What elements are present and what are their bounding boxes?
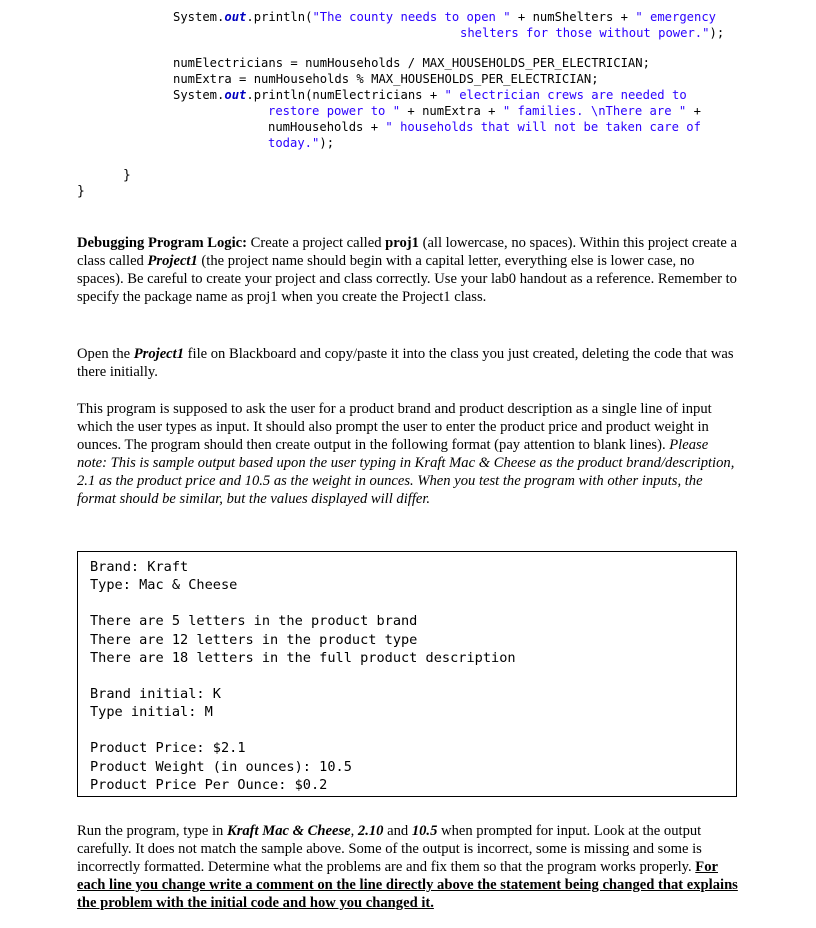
class-name: Project1 <box>147 253 198 269</box>
code-keyword: out <box>224 10 247 24</box>
output-letters-type: There are 12 letters in the product type <box>90 631 418 648</box>
class-name: Project1 <box>133 346 185 362</box>
code-text: System. <box>173 10 225 24</box>
paragraph-text: and <box>383 823 412 839</box>
inner-closing-brace: } <box>123 168 131 183</box>
paragraph-text: when prompted for input. Look at the output carefully. It does not match the sample above. Some of the output is incorrect, some is missing and some is incorrectly formatted. Determine what the problems are and fix them so that the program works properly. <box>77 823 702 875</box>
code-line-5 <box>173 87 687 103</box>
paragraph-text: Run the program, type in <box>77 823 227 839</box>
code-text: .println(numElectricians + <box>246 88 445 102</box>
code-line-7 <box>268 119 701 135</box>
output-letters-full: There are 18 letters in the full product description <box>90 649 516 666</box>
instructions-paragraph-2 <box>77 345 739 381</box>
code-string: restore power to " <box>268 104 401 118</box>
input-example-3: 10.5 <box>411 823 438 839</box>
code-text: + <box>686 104 701 118</box>
sample-output-box <box>77 551 737 797</box>
section-heading: Debugging Program Logic: <box>77 235 247 251</box>
code-string: shelters for those without power." <box>460 26 710 40</box>
code-line-1 <box>173 9 716 25</box>
code-text: numExtra = numHouseholds % MAX_HOUSEHOLDS_PER_ELECTRICIAN; <box>173 72 599 86</box>
code-text: ); <box>319 136 335 150</box>
paragraph-text: Open the <box>77 346 134 362</box>
blank-line <box>90 594 736 612</box>
paragraph-text: (all lowercase, no spaces). Within this project create a class called <box>77 235 737 269</box>
input-example-2: 2.10 <box>357 823 384 839</box>
code-line-4 <box>173 71 599 87</box>
instructions-paragraph-4 <box>77 822 739 912</box>
code-line-8 <box>268 135 334 151</box>
project-name: proj1 <box>385 235 419 251</box>
sample-note: Please note: This is sample output based upon the user typing in Kraft Mac & Cheese as the product brand/description, 2.1 as the product price and 10.5 as the weight in ounces. When you test the program with other inputs, the format should be similar, but the values displayed will differ. <box>77 437 735 507</box>
paragraph-text: Create a project called <box>246 235 386 251</box>
paragraph-text: file on Blackboard and copy/paste it into the class you just created, deleting the code that was there initially. <box>77 346 734 380</box>
code-string: " families. \nThere are " <box>502 104 687 118</box>
code-text: ); <box>709 26 725 40</box>
output-type: Type: Mac & Cheese <box>90 577 238 594</box>
paragraph-text: (the project name should begin with a capital letter, everything else is lower case, no spaces). Be careful to create your project and class correctly. Use your lab0 handout as a reference. Remember to specify the package name as proj1 when you create the Project1 class. <box>77 253 737 305</box>
blank-line <box>90 667 736 685</box>
paragraph-text: , <box>350 823 358 839</box>
output-weight: Product Weight (in ounces): 10.5 <box>90 758 352 775</box>
code-line-6 <box>268 103 701 119</box>
code-string: " emergency <box>635 10 717 24</box>
code-string: today." <box>268 136 320 150</box>
code-line-2 <box>460 25 724 41</box>
output-price-per-ounce: Product Price Per Ounce: $0.2 <box>90 776 328 793</box>
outer-closing-brace: } <box>77 184 85 199</box>
blank-line <box>90 721 736 739</box>
output-price: Product Price: $2.1 <box>90 740 246 757</box>
code-keyword: out <box>224 88 247 102</box>
code-text: .println( <box>246 10 313 24</box>
instructions-paragraph-1 <box>77 234 739 306</box>
output-brand: Brand: Kraft <box>90 559 189 575</box>
code-string: " electrician crews are needed to <box>444 88 687 102</box>
code-string: "The county needs to open " <box>312 10 511 24</box>
code-line-3 <box>173 55 650 71</box>
input-example-1: Kraft Mac & Cheese <box>226 823 351 839</box>
output-brand-initial: Brand initial: K <box>90 686 221 703</box>
code-string: " households that will not be taken care of <box>385 120 701 134</box>
output-type-initial: Type initial: M <box>90 704 213 721</box>
code-text: numElectricians = numHouseholds / MAX_HOUSEHOLDS_PER_ELECTRICIAN; <box>173 56 650 70</box>
output-letters-brand: There are 5 letters in the product brand <box>90 613 418 630</box>
instructions-paragraph-3 <box>77 400 739 508</box>
code-text: System. <box>173 88 225 102</box>
code-text: + numShelters + <box>510 10 636 24</box>
code-text: numHouseholds + <box>268 120 386 134</box>
emphasized-instruction: For each line you change write a comment on the line directly above the statement being changed that explains the problem with the initial code and how you changed it. <box>77 859 738 911</box>
paragraph-text: This program is supposed to ask the user for a product brand and product description as a single line of input which the user types as input. It should also prompt the user to enter the product price and product weight in ounces. The program should then create output in the following format (pay attention to blank lines). <box>77 401 712 453</box>
code-text: + numExtra + <box>400 104 503 118</box>
